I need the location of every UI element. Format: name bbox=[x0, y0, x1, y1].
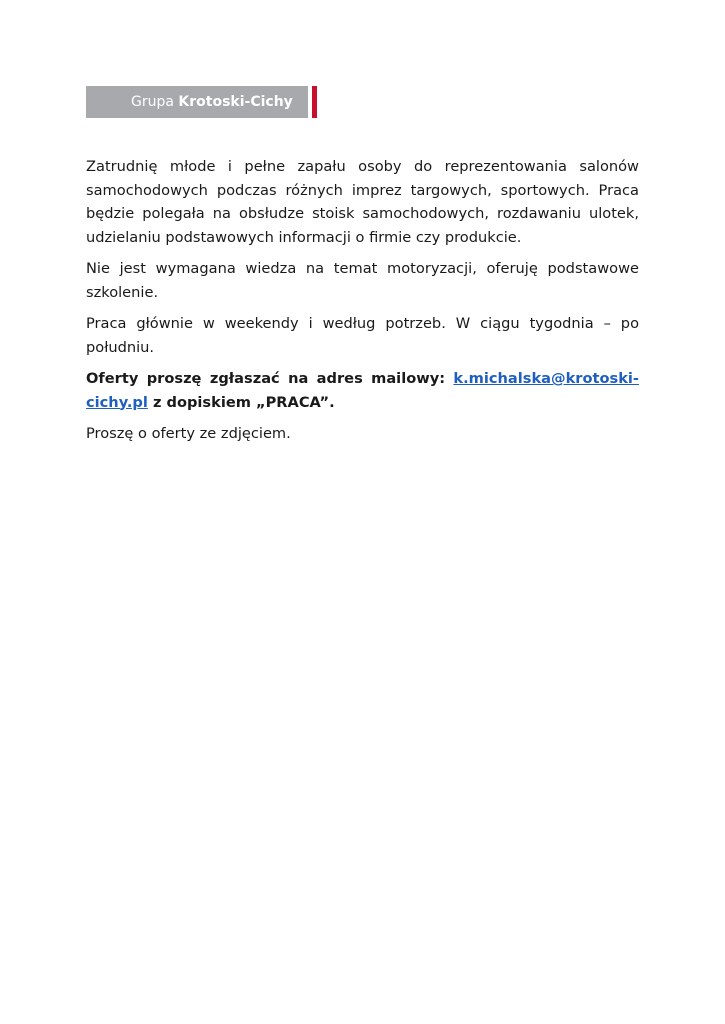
contact-note: z dopiskiem „PRACA”. bbox=[147, 393, 335, 411]
contact-intro: Oferty proszę zgłaszać na adres mailowy: bbox=[86, 370, 454, 387]
paragraph-requirements: Nie jest wymagana wiedza na temat motoryzacji, oferuję podstawowe szkolenie. bbox=[86, 260, 639, 301]
company-logo bbox=[86, 86, 308, 118]
logo-accent-stripe bbox=[312, 86, 317, 118]
job-offer-body bbox=[86, 155, 639, 454]
paragraph-description: Zatrudnię młode i pełne zapału osoby do reprezentowania salonów samochodowych podczas różnych imprez targowych, sportowych. Praca będzie polegała na obsłudze stoisk samochodowych, rozdawaniu ulotek, udzielaniu podstawowych informacji o firmie czy produkcie. bbox=[86, 158, 639, 246]
logo-text-light: Grupa bbox=[131, 94, 179, 110]
email-link[interactable]: k.michalska@krotoski-cichy.pl bbox=[86, 370, 639, 411]
logo-text-bold: Krotoski-Cichy bbox=[178, 94, 293, 110]
paragraph-photo-request: Proszę o oferty ze zdjęciem. bbox=[86, 425, 291, 442]
paragraph-contact bbox=[86, 367, 639, 414]
paragraph-schedule: Praca głównie w weekendy i według potrzeb. W ciągu tygodnia – po południu. bbox=[86, 315, 639, 356]
